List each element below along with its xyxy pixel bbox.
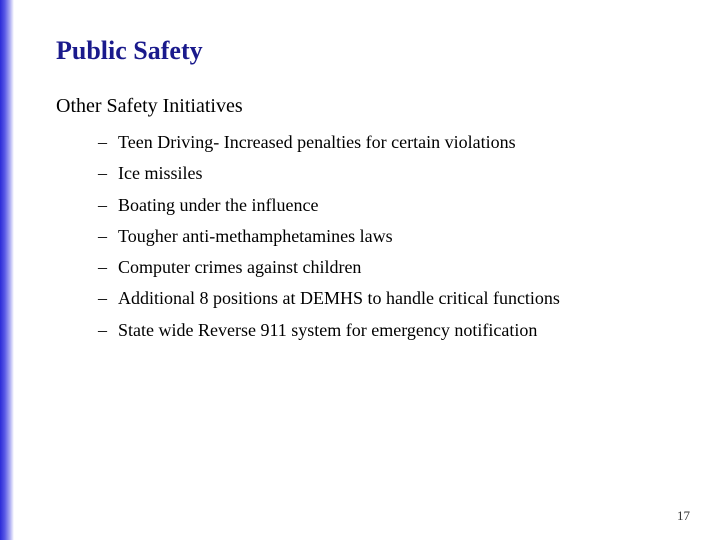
bullet-dash: –: [98, 225, 107, 246]
bullet-item: [98, 191, 560, 222]
bullet-dash: –: [98, 194, 107, 215]
bullet-item: [98, 222, 560, 253]
bullet-dash: –: [98, 257, 107, 278]
bullet-item: [98, 128, 560, 159]
page-number: 17: [677, 508, 690, 523]
bullet-item: [98, 253, 560, 284]
section-heading: Other Safety Initiatives: [56, 95, 243, 117]
bullet-dash: –: [98, 163, 107, 184]
bullet-dash: –: [98, 319, 107, 340]
bullet-text: Additional 8 positions at DEMHS to handle critical functions: [118, 288, 560, 309]
bullet-dash: –: [98, 132, 107, 152]
bullet-dash: –: [98, 288, 107, 309]
bullet-text: Computer crimes against children: [118, 257, 362, 278]
bullet-item: [98, 159, 560, 190]
bullet-text: State wide Reverse 911 system for emergency notification: [118, 319, 538, 340]
bullet-item: [98, 316, 560, 347]
bullet-text: Boating under the influence: [118, 194, 319, 215]
bullet-text: Teen Driving- Increased penalties for certain violations: [118, 132, 516, 152]
bullet-list: [98, 128, 560, 347]
slide-title: Public Safety: [56, 36, 203, 65]
accent-bar: [0, 0, 14, 540]
bullet-text: Ice missiles: [118, 163, 203, 184]
bullet-item: [98, 284, 560, 315]
bullet-text: Tougher anti-methamphetamines laws: [118, 225, 393, 246]
